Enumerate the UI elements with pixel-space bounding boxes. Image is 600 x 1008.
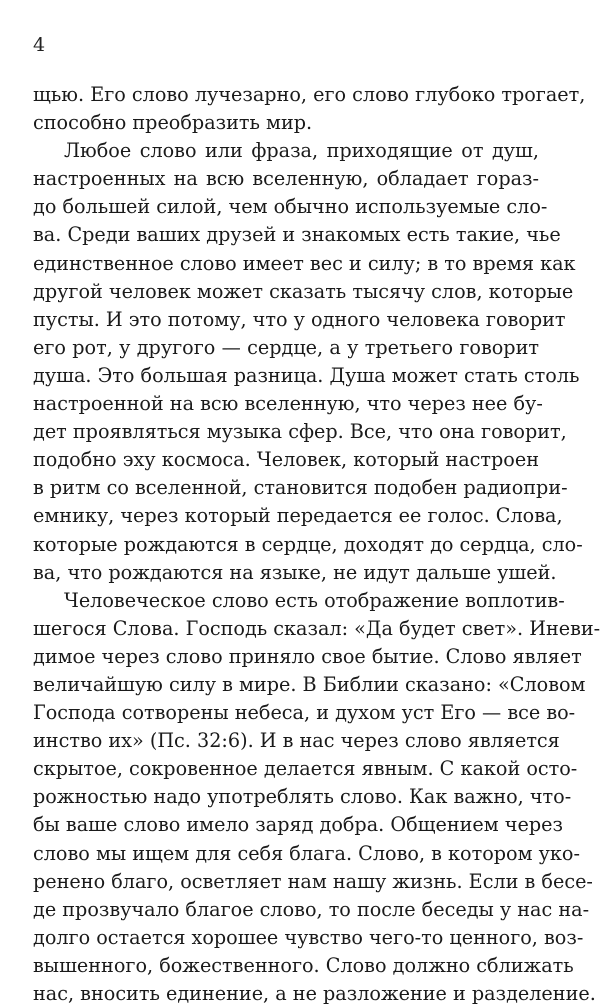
text-line: единственное слово имеет вес и силу; в то время как <box>33 251 576 275</box>
text-line: величайшую силу в мире. В Библии сказано: «Словом <box>33 672 586 696</box>
paragraph <box>33 137 583 587</box>
text-line: его рот, у другого — сердце, а у третьего говорит <box>33 335 539 359</box>
text-line: настроенных на всю вселенную, обладает гораз- <box>33 167 539 191</box>
text-line: ва, что рождаются на языке, не идут дальше ушей. <box>33 560 557 584</box>
text-line: рожностью надо употреблять слово. Как важно, что- <box>33 785 572 809</box>
paragraph <box>33 81 586 137</box>
text-line: до большей силой, чем обычно используемые сло- <box>33 195 548 219</box>
text-line: емнику, через который передается ее голос. Слова, <box>33 504 563 528</box>
text-line: Любое слово или фраза, приходящие от душ, <box>64 139 539 163</box>
text-line: вышенного, божественного. Слово должно сближать <box>33 953 574 977</box>
text-line: инство их» (Пс. 32:6). И в нас через слово является <box>33 729 560 753</box>
text-line: способно преобразить мир. <box>33 111 313 135</box>
text-line: шегося Слова. Господь сказал: «Да будет свет». Иневи- <box>33 616 600 640</box>
text-line: другой человек может сказать тысячу слов, которые <box>33 279 574 303</box>
text-line: ренено благо, осветляет нам нашу жизнь. Если в бесе- <box>33 869 593 893</box>
text-line: бы ваше слово имело заряд добра. Общением через <box>33 813 563 837</box>
page-number: 4 <box>33 34 46 56</box>
text-line: подобно эху космоса. Человек, который настроен <box>33 448 539 472</box>
text-line: которые рождаются в сердце, доходят до сердца, сло- <box>33 532 583 556</box>
text-line: нас, вносить единение, а не разложение и разделение. <box>33 982 596 1005</box>
text-line: настроенной на всю вселенную, что через нее бу- <box>33 392 543 416</box>
text-line: в ритм со вселенной, становится подобен радиопри- <box>33 476 568 500</box>
text-line: ва. Среди ваших друзей и знакомых есть такие, чье <box>33 223 561 247</box>
text-line: Человеческое слово есть отображение воплотив- <box>64 588 565 612</box>
text-line: слово мы ищем для себя блага. Слово, в котором уко- <box>33 841 580 865</box>
paragraph <box>33 587 600 1008</box>
text-line: скрытое, сокровенное делается явным. С какой осто- <box>33 757 578 781</box>
text-line: де прозвучало благое слово, то после беседы у нас на- <box>33 897 590 921</box>
text-line: пусты. И это потому, что у одного человека говорит <box>33 307 566 331</box>
text-line: дет проявляться музыка сфер. Все, что она говорит, <box>33 420 567 444</box>
text-line: душа. Это большая разница. Душа может стать столь <box>33 363 580 387</box>
body-text <box>33 81 600 1008</box>
text-line: долго остается хорошее чувство чего-то ценного, воз- <box>33 925 584 949</box>
text-line: Господа сотворены небеса, и духом уст Его — все во- <box>33 701 576 725</box>
text-line: щью. Его слово лучезарно, его слово глубоко трогает, <box>33 83 586 106</box>
text-line: димое через слово приняло свое бытие. Слово являет <box>33 644 582 668</box>
